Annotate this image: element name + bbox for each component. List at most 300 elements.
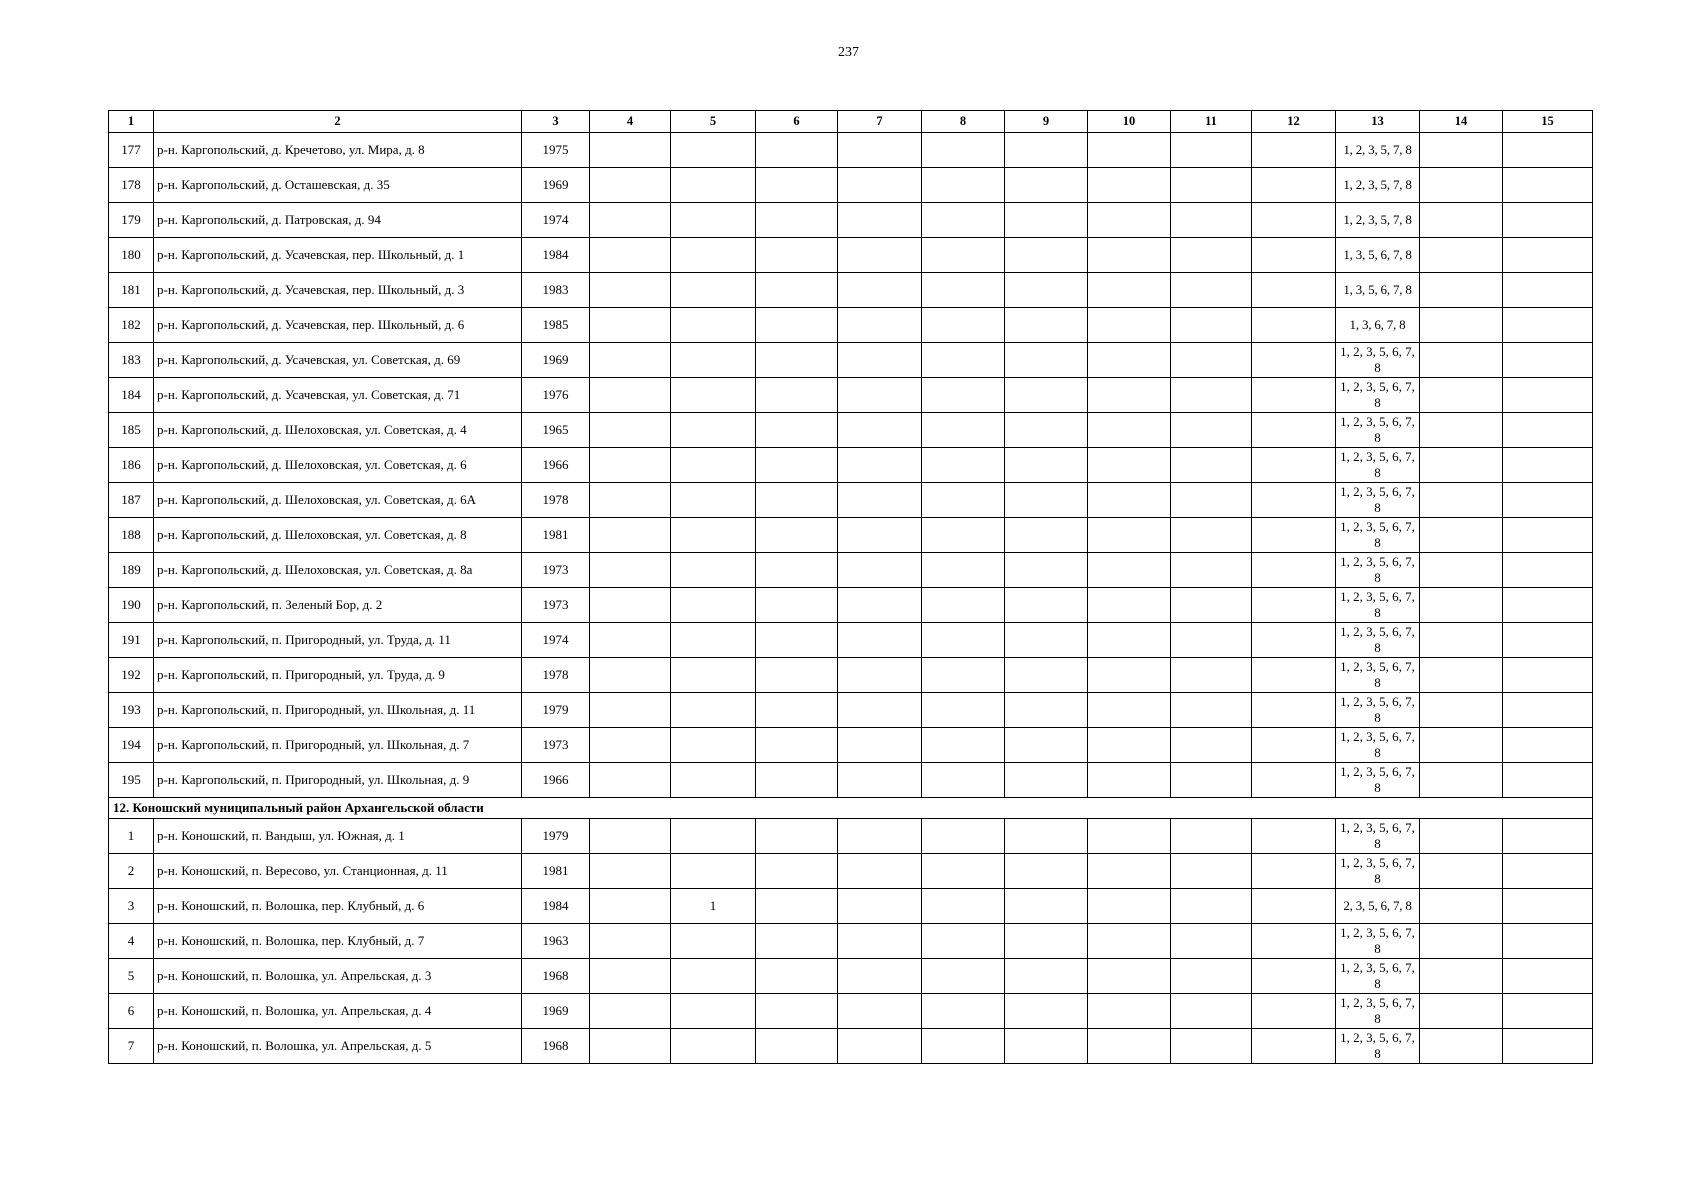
empty-cell [1171, 378, 1252, 413]
year-cell: 1973 [522, 728, 590, 763]
empty-cell [1088, 658, 1171, 693]
address-cell: р-н. Каргопольский, д. Усачевская, пер. Школьный, д. 1 [154, 238, 522, 273]
empty-cell [1088, 924, 1171, 959]
empty-cell [1503, 924, 1593, 959]
empty-cell [922, 238, 1005, 273]
empty-cell [1420, 133, 1503, 168]
empty-cell [1420, 693, 1503, 728]
col-5-cell [671, 588, 756, 623]
empty-cell [1171, 693, 1252, 728]
column-header-1: 1 [109, 111, 154, 133]
col-5-cell [671, 378, 756, 413]
empty-cell [1420, 553, 1503, 588]
empty-cell [1171, 889, 1252, 924]
row-number: 182 [109, 308, 154, 343]
codes-cell: 1, 2, 3, 5, 6, 7, 8 [1336, 623, 1420, 658]
address-cell: р-н. Коношский, п. Вандыш, ул. Южная, д. 1 [154, 819, 522, 854]
empty-cell [838, 693, 922, 728]
table-row [109, 343, 1593, 378]
table-row [109, 924, 1593, 959]
col-5-cell: 1 [671, 889, 756, 924]
empty-cell [922, 203, 1005, 238]
empty-cell [1420, 658, 1503, 693]
empty-cell [922, 658, 1005, 693]
empty-cell [838, 238, 922, 273]
empty-cell [590, 763, 671, 798]
empty-cell [1088, 203, 1171, 238]
empty-cell [1420, 483, 1503, 518]
empty-cell [838, 308, 922, 343]
empty-cell [1252, 693, 1336, 728]
table-row [109, 854, 1593, 889]
codes-cell: 1, 2, 3, 5, 6, 7, 8 [1336, 693, 1420, 728]
empty-cell [838, 924, 922, 959]
empty-cell [1005, 959, 1088, 994]
table-row [109, 693, 1593, 728]
row-number: 179 [109, 203, 154, 238]
col-5-cell [671, 518, 756, 553]
year-cell: 1983 [522, 273, 590, 308]
empty-cell [1503, 959, 1593, 994]
codes-cell: 1, 2, 3, 5, 6, 7, 8 [1336, 959, 1420, 994]
empty-cell [1503, 994, 1593, 1029]
empty-cell [1171, 448, 1252, 483]
empty-cell [756, 623, 838, 658]
empty-cell [1420, 819, 1503, 854]
empty-cell [1171, 518, 1252, 553]
empty-cell [590, 623, 671, 658]
empty-cell [1420, 343, 1503, 378]
empty-cell [1005, 273, 1088, 308]
empty-cell [590, 959, 671, 994]
empty-cell [756, 658, 838, 693]
column-header-6: 6 [756, 111, 838, 133]
year-cell: 1981 [522, 518, 590, 553]
empty-cell [590, 819, 671, 854]
row-number: 188 [109, 518, 154, 553]
empty-cell [838, 168, 922, 203]
empty-cell [922, 763, 1005, 798]
empty-cell [1503, 518, 1593, 553]
empty-cell [1420, 854, 1503, 889]
address-cell: р-н. Каргопольский, д. Осташевская, д. 35 [154, 168, 522, 203]
empty-cell [1420, 728, 1503, 763]
row-number: 184 [109, 378, 154, 413]
empty-cell [1503, 854, 1593, 889]
row-number: 187 [109, 483, 154, 518]
empty-cell [1420, 273, 1503, 308]
codes-cell: 1, 2, 3, 5, 6, 7, 8 [1336, 553, 1420, 588]
empty-cell [756, 553, 838, 588]
empty-cell [756, 994, 838, 1029]
empty-cell [1088, 819, 1171, 854]
row-number: 189 [109, 553, 154, 588]
col-5-cell [671, 728, 756, 763]
year-cell: 1974 [522, 203, 590, 238]
empty-cell [1171, 1029, 1252, 1064]
codes-cell: 1, 2, 3, 5, 6, 7, 8 [1336, 763, 1420, 798]
row-number: 7 [109, 1029, 154, 1064]
empty-cell [1171, 924, 1252, 959]
empty-cell [1252, 483, 1336, 518]
table-row [109, 889, 1593, 924]
address-cell: р-н. Коношский, п. Волошка, пер. Клубный, д. 7 [154, 924, 522, 959]
empty-cell [1252, 854, 1336, 889]
empty-cell [922, 168, 1005, 203]
empty-cell [1088, 238, 1171, 273]
address-cell: р-н. Коношский, п. Волошка, пер. Клубный, д. 6 [154, 889, 522, 924]
empty-cell [1005, 623, 1088, 658]
empty-cell [838, 378, 922, 413]
empty-cell [756, 238, 838, 273]
address-cell: р-н. Коношский, п. Волошка, ул. Апрельская, д. 4 [154, 994, 522, 1029]
empty-cell [1171, 728, 1252, 763]
codes-cell: 1, 2, 3, 5, 6, 7, 8 [1336, 448, 1420, 483]
year-cell: 1969 [522, 168, 590, 203]
empty-cell [1420, 518, 1503, 553]
column-header-14: 14 [1420, 111, 1503, 133]
empty-cell [1171, 273, 1252, 308]
year-cell: 1974 [522, 623, 590, 658]
column-header-12: 12 [1252, 111, 1336, 133]
empty-cell [1005, 308, 1088, 343]
empty-cell [1088, 273, 1171, 308]
empty-cell [590, 133, 671, 168]
empty-cell [1503, 483, 1593, 518]
year-cell: 1976 [522, 378, 590, 413]
empty-cell [1005, 763, 1088, 798]
column-header-3: 3 [522, 111, 590, 133]
row-number: 178 [109, 168, 154, 203]
address-cell: р-н. Каргопольский, п. Зеленый Бор, д. 2 [154, 588, 522, 623]
empty-cell [1503, 413, 1593, 448]
address-cell: р-н. Каргопольский, д. Патровская, д. 94 [154, 203, 522, 238]
year-cell: 1969 [522, 994, 590, 1029]
empty-cell [1088, 588, 1171, 623]
table-row [109, 378, 1593, 413]
empty-cell [1171, 763, 1252, 798]
empty-cell [1171, 168, 1252, 203]
year-cell: 1979 [522, 819, 590, 854]
address-cell: р-н. Каргопольский, п. Пригородный, ул. Труда, д. 9 [154, 658, 522, 693]
row-number: 194 [109, 728, 154, 763]
address-cell: р-н. Коношский, п. Волошка, ул. Апрельская, д. 3 [154, 959, 522, 994]
empty-cell [1171, 133, 1252, 168]
empty-cell [922, 483, 1005, 518]
codes-cell: 1, 3, 6, 7, 8 [1336, 308, 1420, 343]
empty-cell [590, 238, 671, 273]
empty-cell [1252, 994, 1336, 1029]
codes-cell: 1, 2, 3, 5, 6, 7, 8 [1336, 588, 1420, 623]
empty-cell [838, 413, 922, 448]
empty-cell [922, 308, 1005, 343]
address-cell: р-н. Каргопольский, п. Пригородный, ул. Труда, д. 11 [154, 623, 522, 658]
empty-cell [1503, 448, 1593, 483]
empty-cell [1420, 994, 1503, 1029]
year-cell: 1966 [522, 763, 590, 798]
table-row [109, 413, 1593, 448]
empty-cell [1252, 889, 1336, 924]
empty-cell [1171, 959, 1252, 994]
codes-cell: 1, 2, 3, 5, 6, 7, 8 [1336, 819, 1420, 854]
empty-cell [1088, 889, 1171, 924]
row-number: 177 [109, 133, 154, 168]
row-number: 1 [109, 819, 154, 854]
empty-cell [922, 924, 1005, 959]
section-title: 12. Коношский муниципальный район Архангельской области [109, 798, 1593, 819]
empty-cell [1503, 343, 1593, 378]
empty-cell [590, 483, 671, 518]
empty-cell [838, 889, 922, 924]
empty-cell [1252, 553, 1336, 588]
table-row [109, 1029, 1593, 1064]
empty-cell [1503, 378, 1593, 413]
empty-cell [1252, 588, 1336, 623]
empty-cell [756, 763, 838, 798]
table-row [109, 518, 1593, 553]
empty-cell [922, 623, 1005, 658]
empty-cell [1088, 133, 1171, 168]
empty-cell [1005, 819, 1088, 854]
column-header-7: 7 [838, 111, 922, 133]
empty-cell [1503, 1029, 1593, 1064]
empty-cell [1420, 448, 1503, 483]
empty-cell [1088, 623, 1171, 658]
empty-cell [590, 728, 671, 763]
empty-cell [1171, 308, 1252, 343]
codes-cell: 1, 2, 3, 5, 6, 7, 8 [1336, 728, 1420, 763]
empty-cell [1005, 693, 1088, 728]
empty-cell [1088, 448, 1171, 483]
codes-cell: 1, 2, 3, 5, 6, 7, 8 [1336, 343, 1420, 378]
empty-cell [922, 518, 1005, 553]
empty-cell [756, 889, 838, 924]
empty-cell [1252, 1029, 1336, 1064]
empty-cell [1171, 203, 1252, 238]
empty-cell [922, 693, 1005, 728]
codes-cell: 1, 2, 3, 5, 6, 7, 8 [1336, 413, 1420, 448]
empty-cell [922, 588, 1005, 623]
empty-cell [590, 889, 671, 924]
empty-cell [1005, 168, 1088, 203]
codes-cell: 2, 3, 5, 6, 7, 8 [1336, 889, 1420, 924]
empty-cell [756, 343, 838, 378]
col-5-cell [671, 168, 756, 203]
address-cell: р-н. Каргопольский, д. Усачевская, ул. Советская, д. 69 [154, 343, 522, 378]
col-5-cell [671, 658, 756, 693]
empty-cell [1005, 378, 1088, 413]
table-body [109, 111, 1593, 1064]
empty-cell [756, 413, 838, 448]
empty-cell [1503, 203, 1593, 238]
row-number: 4 [109, 924, 154, 959]
table-row [109, 959, 1593, 994]
empty-cell [922, 1029, 1005, 1064]
table-row [109, 273, 1593, 308]
row-number: 3 [109, 889, 154, 924]
empty-cell [1252, 203, 1336, 238]
empty-cell [1420, 203, 1503, 238]
address-cell: р-н. Каргопольский, д. Усачевская, пер. Школьный, д. 3 [154, 273, 522, 308]
col-5-cell [671, 308, 756, 343]
empty-cell [1420, 924, 1503, 959]
empty-cell [838, 658, 922, 693]
empty-cell [1420, 238, 1503, 273]
empty-cell [756, 854, 838, 889]
empty-cell [922, 413, 1005, 448]
year-cell: 1978 [522, 483, 590, 518]
empty-cell [590, 413, 671, 448]
empty-cell [838, 448, 922, 483]
year-cell: 1985 [522, 308, 590, 343]
address-cell: р-н. Каргопольский, д. Кречетово, ул. Мира, д. 8 [154, 133, 522, 168]
col-5-cell [671, 693, 756, 728]
empty-cell [922, 889, 1005, 924]
empty-cell [922, 273, 1005, 308]
row-number: 181 [109, 273, 154, 308]
empty-cell [1088, 518, 1171, 553]
col-5-cell [671, 553, 756, 588]
col-5-cell [671, 819, 756, 854]
empty-cell [1005, 728, 1088, 763]
empty-cell [1420, 889, 1503, 924]
empty-cell [590, 273, 671, 308]
codes-cell: 1, 2, 3, 5, 7, 8 [1336, 133, 1420, 168]
empty-cell [838, 623, 922, 658]
empty-cell [922, 343, 1005, 378]
codes-cell: 1, 2, 3, 5, 6, 7, 8 [1336, 854, 1420, 889]
address-cell: р-н. Каргопольский, д. Шелоховская, ул. Советская, д. 8а [154, 553, 522, 588]
empty-cell [1420, 308, 1503, 343]
empty-cell [838, 518, 922, 553]
codes-cell: 1, 3, 5, 6, 7, 8 [1336, 238, 1420, 273]
empty-cell [1088, 168, 1171, 203]
empty-cell [590, 518, 671, 553]
empty-cell [1252, 168, 1336, 203]
empty-cell [1088, 413, 1171, 448]
col-5-cell [671, 343, 756, 378]
year-cell: 1968 [522, 959, 590, 994]
col-5-cell [671, 994, 756, 1029]
empty-cell [1005, 854, 1088, 889]
empty-cell [590, 168, 671, 203]
empty-cell [838, 819, 922, 854]
empty-cell [922, 959, 1005, 994]
column-header-8: 8 [922, 111, 1005, 133]
empty-cell [838, 728, 922, 763]
year-cell: 1975 [522, 133, 590, 168]
empty-cell [1005, 924, 1088, 959]
empty-cell [838, 273, 922, 308]
empty-cell [1252, 343, 1336, 378]
codes-cell: 1, 3, 5, 6, 7, 8 [1336, 273, 1420, 308]
empty-cell [590, 553, 671, 588]
empty-cell [1171, 819, 1252, 854]
empty-cell [590, 693, 671, 728]
empty-cell [1005, 483, 1088, 518]
empty-cell [838, 203, 922, 238]
empty-cell [590, 203, 671, 238]
empty-cell [1420, 1029, 1503, 1064]
address-cell: р-н. Каргопольский, п. Пригородный, ул. Школьная, д. 7 [154, 728, 522, 763]
header-row [109, 111, 1593, 133]
empty-cell [1420, 959, 1503, 994]
section-row [109, 798, 1593, 819]
row-number: 192 [109, 658, 154, 693]
empty-cell [922, 728, 1005, 763]
column-header-9: 9 [1005, 111, 1088, 133]
empty-cell [1005, 448, 1088, 483]
empty-cell [1252, 238, 1336, 273]
column-header-4: 4 [590, 111, 671, 133]
empty-cell [590, 1029, 671, 1064]
col-5-cell [671, 273, 756, 308]
empty-cell [1088, 343, 1171, 378]
address-cell: р-н. Каргопольский, п. Пригородный, ул. Школьная, д. 9 [154, 763, 522, 798]
empty-cell [1088, 1029, 1171, 1064]
empty-cell [1503, 588, 1593, 623]
empty-cell [1252, 448, 1336, 483]
empty-cell [838, 763, 922, 798]
empty-cell [1005, 588, 1088, 623]
col-5-cell [671, 623, 756, 658]
empty-cell [756, 483, 838, 518]
empty-cell [1503, 693, 1593, 728]
address-cell: р-н. Каргопольский, п. Пригородный, ул. Школьная, д. 11 [154, 693, 522, 728]
empty-cell [838, 553, 922, 588]
register-table [108, 110, 1593, 1064]
empty-cell [756, 959, 838, 994]
col-5-cell [671, 483, 756, 518]
empty-cell [1171, 238, 1252, 273]
year-cell: 1979 [522, 693, 590, 728]
empty-cell [590, 588, 671, 623]
row-number: 195 [109, 763, 154, 798]
empty-cell [1088, 728, 1171, 763]
empty-cell [1005, 658, 1088, 693]
column-header-13: 13 [1336, 111, 1420, 133]
table-row [109, 553, 1593, 588]
table-row [109, 203, 1593, 238]
empty-cell [922, 854, 1005, 889]
column-header-11: 11 [1171, 111, 1252, 133]
empty-cell [1088, 693, 1171, 728]
empty-cell [1252, 728, 1336, 763]
empty-cell [1252, 763, 1336, 798]
table-row [109, 483, 1593, 518]
empty-cell [756, 273, 838, 308]
empty-cell [1503, 763, 1593, 798]
empty-cell [1171, 588, 1252, 623]
empty-cell [1252, 413, 1336, 448]
empty-cell [838, 1029, 922, 1064]
empty-cell [838, 343, 922, 378]
empty-cell [922, 448, 1005, 483]
empty-cell [756, 168, 838, 203]
empty-cell [1503, 819, 1593, 854]
col-5-cell [671, 924, 756, 959]
empty-cell [922, 553, 1005, 588]
col-5-cell [671, 854, 756, 889]
col-5-cell [671, 133, 756, 168]
address-cell: р-н. Коношский, п. Вересово, ул. Станционная, д. 11 [154, 854, 522, 889]
empty-cell [1420, 413, 1503, 448]
empty-cell [1005, 133, 1088, 168]
col-5-cell [671, 203, 756, 238]
empty-cell [1420, 168, 1503, 203]
row-number: 180 [109, 238, 154, 273]
empty-cell [1503, 728, 1593, 763]
